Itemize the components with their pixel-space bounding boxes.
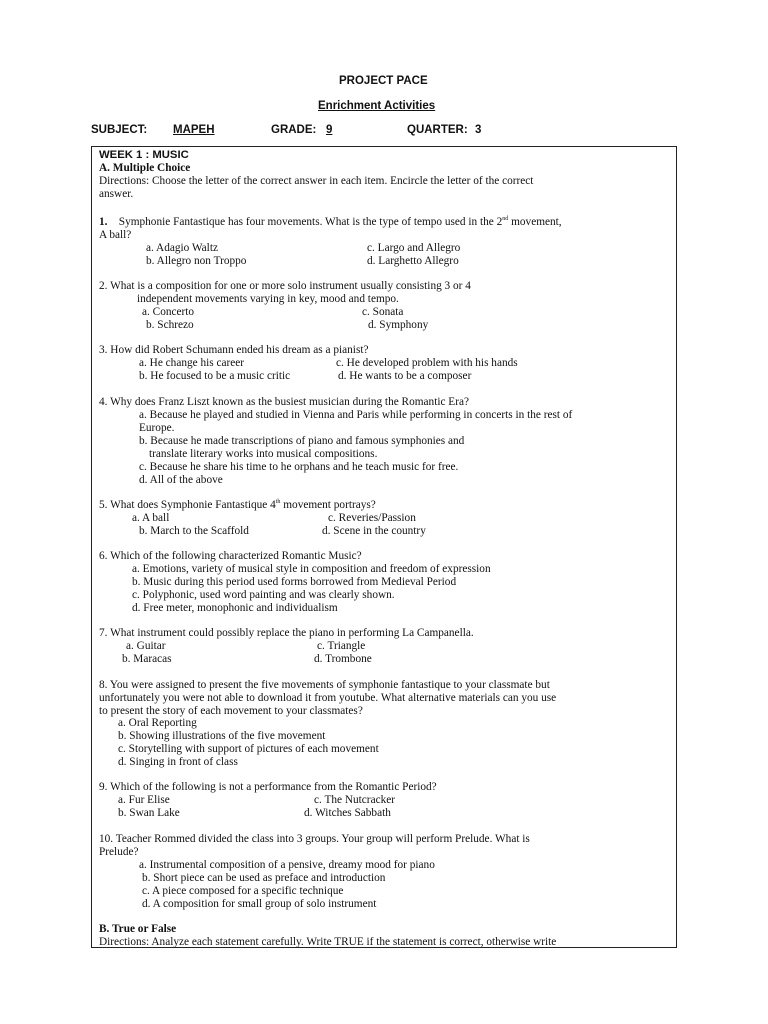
choice-c: c. The Nutcracker [314,794,396,806]
question-4: 4. Why does Franz Liszt known as the busiest musician during the Romantic Era? [99,396,470,408]
question-1-line2: A ball? [99,229,132,241]
grade-value: 9 [326,124,333,136]
choice-d: d. Larghetto Allegro [367,255,459,267]
choice-c: c. Triangle [317,640,366,652]
subject-value: MAPEH [173,124,215,136]
choice-d: d. Scene in the country [322,525,426,537]
choice-c: c. A piece composed for a specific technique [142,885,344,897]
choice-b: b. Schrezo [146,319,194,331]
choice-a: a. Guitar [126,640,166,652]
choice-a: a. Concerto [142,306,195,318]
question-7: 7. What instrument could possibly replace the piano in performing La Campanella. [99,627,474,639]
quarter-value: 3 [475,124,482,136]
question-text: 5. What does Symphonie Fantastique 4 [99,499,276,511]
page-title: PROJECT PACE [339,75,428,87]
choice-a: a. Adagio Waltz [146,242,218,254]
section-a-directions-cont: answer. [99,188,134,200]
choice-a: a. Because he played and studied in Vienna and Paris while performing in concerts in the rest of [139,409,573,421]
section-a-directions: Directions: Choose the letter of the correct answer in each item. Encircle the letter of the correct [99,175,534,187]
question-8-line2: unfortunately you were not able to download it from youtube. What alternative materials can you use [99,692,557,704]
choice-a: a. Oral Reporting [118,717,197,729]
choice-c: c. Reveries/Passion [328,512,416,524]
choice-b: b. Swan Lake [118,807,180,819]
question-3: 3. How did Robert Schumann ended his dream as a pianist? [99,344,369,356]
choice-d: d. Singing in front of class [118,756,238,768]
grade-label: GRADE: [271,124,317,136]
choice-c: c. Polyphonic, used word painting and was clearly shown. [132,589,395,601]
choice-b: b. Short piece can be used as preface and introduction [142,872,386,884]
quarter-label: QUARTER: [407,124,468,136]
question-10: 10. Teacher Rommed divided the class into 3 groups. Your group will perform Prelude. What is [99,833,530,845]
ordinal-suffix: nd [502,216,509,223]
question-10-line2: Prelude? [99,846,139,858]
week-title: WEEK 1 : MUSIC [99,149,189,161]
choice-b: b. March to the Scaffold [139,525,249,537]
choice-c: c. Sonata [362,306,404,318]
choice-b-cont: translate literary works into musical compositions. [149,448,378,460]
choice-d: d. All of the above [139,474,223,486]
choice-d: d. Free meter, monophonic and individualism [132,602,338,614]
section-b-title: B. True or False [99,923,177,935]
choice-b: b. Allegro non Troppo [146,255,247,267]
choice-b: b. Because he made transcriptions of piano and famous symphonies and [139,435,465,447]
question-6: 6. Which of the following characterized Romantic Music? [99,550,362,562]
choice-a: a. A ball [132,512,170,524]
question-number: 1. [99,216,108,228]
question-text: Symphonie Fantastique has four movements. What is the type of tempo used in the 2 [118,216,503,228]
choice-d: d. He wants to be a composer [338,370,472,382]
question-text-cont: movement portrays? [280,499,376,511]
choice-a: a. Instrumental composition of a pensive, dreamy mood for piano [139,859,435,871]
choice-a: a. He change his career [139,357,245,369]
choice-d: d. Witches Sabbath [304,807,391,819]
choice-c: c. Because he share his time to he orphans and he teach music for free. [139,461,459,473]
section-b-directions: Directions: Analyze each statement carefully. Write TRUE if the statement is correct, otherwise write [99,936,557,948]
question-1 [99,216,562,229]
question-9: 9. Which of the following is not a performance from the Romantic Period? [99,781,437,793]
choice-c: c. He developed problem with his hands [336,357,518,369]
choice-b: b. Maracas [122,653,172,665]
question-text-cont: movement, [508,216,562,228]
choice-a: a. Fur Elise [118,794,170,806]
choice-b: b. Showing illustrations of the five movement [118,730,326,742]
choice-c: c. Largo and Allegro [367,242,461,254]
worksheet-box [91,146,677,948]
question-8: 8. You were assigned to present the five movements of symphonie fantastique to your classmate but [99,679,550,691]
question-2: 2. What is a composition for one or more solo instrument usually consisting 3 or 4 [99,280,471,292]
ordinal-suffix: th [275,499,281,506]
subject-label: SUBJECT: [91,124,148,136]
section-a-title: A. Multiple Choice [99,162,191,174]
choice-d: d. A composition for small group of solo instrument [142,898,377,910]
choice-c: c. Storytelling with support of pictures of each movement [118,743,379,755]
choice-b: b. Music during this period used forms borrowed from Medieval Period [132,576,457,588]
choice-d: d. Trombone [314,653,372,665]
question-8-line3: to present the story of each movement to your classmates? [99,705,363,717]
choice-b: b. He focused to be a music critic [139,370,291,382]
question-2-line2: independent movements varying in key, mood and tempo. [137,293,399,305]
page-subtitle: Enrichment Activities [318,100,436,112]
question-5 [99,499,376,512]
choice-a: a. Emotions, variety of musical style in composition and freedom of expression [132,563,491,575]
choice-d: d. Symphony [368,319,429,331]
choice-a-cont: Europe. [139,422,175,434]
